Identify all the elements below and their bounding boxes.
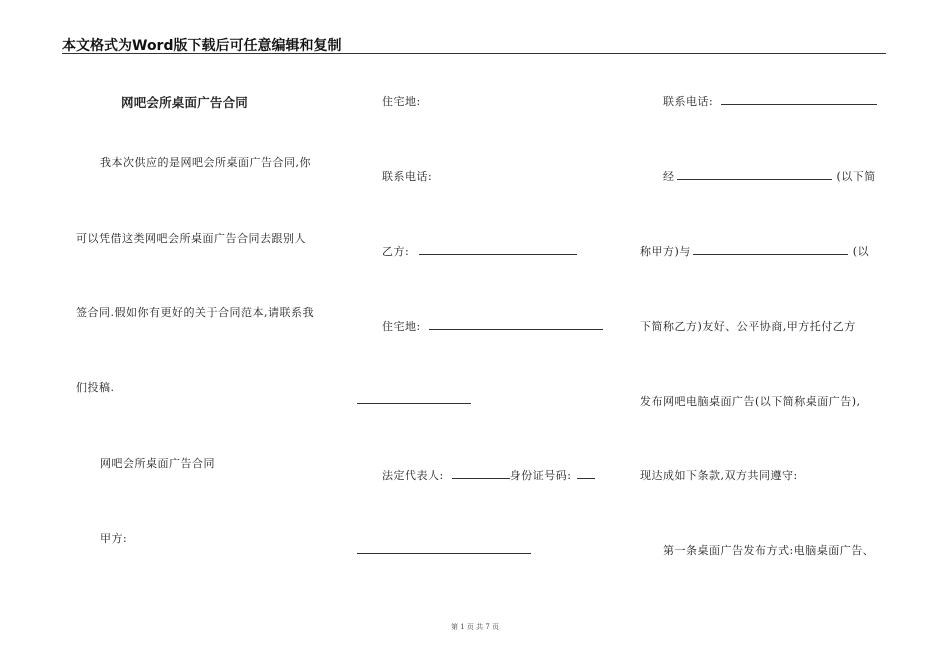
party-b-phone-label: 联系电话: <box>663 95 714 108</box>
clause-article-1: 第一条桌面广告发布方式:电脑桌面广告、 <box>663 544 875 557</box>
intro-line-2: 可以凭借这类网吧会所桌面广告合同去跟别人 <box>76 232 306 245</box>
clause-line-3: 下简称乙方)友好、公平协商,甲方托付乙方 <box>640 320 856 333</box>
party-b-residence-blank <box>429 319 603 330</box>
id-number-label: 身份证号码: <box>509 469 572 482</box>
document-header: 本文格式为Word版下载后可任意编辑和复制 <box>62 38 342 54</box>
legal-rep-blank <box>452 468 510 479</box>
party-b-name-blank <box>693 244 848 255</box>
residence-continuation-line <box>357 403 471 404</box>
party-b-label-text: 乙方: <box>382 245 410 258</box>
clause-line-2-prefix: 称甲方)与 <box>640 245 691 258</box>
id-number-blank <box>577 468 595 479</box>
page-number: 第 1 页 共 7 页 <box>450 623 500 631</box>
clause-line-1-suffix: (以下简 <box>836 170 876 183</box>
header-divider <box>62 53 886 54</box>
clause-line-4: 发布网吧电脑桌面广告(以下简称桌面广告), <box>640 395 861 408</box>
id-continuation-line <box>357 553 531 554</box>
contract-subtitle: 网吧会所桌面广告合同 <box>100 457 215 470</box>
legal-rep-row <box>382 467 595 483</box>
clause-line-2-suffix: (以 <box>852 245 870 258</box>
clause-line-2 <box>640 243 869 259</box>
party-a-residence-label: 住宅地: <box>382 95 421 108</box>
party-b-residence-label <box>382 318 603 334</box>
party-a-name-blank <box>677 169 832 180</box>
clause-line-1 <box>663 168 876 184</box>
party-b-residence-text: 住宅地: <box>382 320 421 333</box>
intro-line-1: 我本次供应的是网吧会所桌面广告合同,你 <box>100 156 311 169</box>
intro-line-4: 们投稿. <box>76 381 115 394</box>
party-a-phone-label: 联系电话: <box>382 170 433 183</box>
intro-line-3: 签合同.假如你有更好的关于合同范本,请联系我 <box>76 306 314 319</box>
party-b-label <box>382 243 577 259</box>
party-a-label: 甲方: <box>100 532 128 545</box>
clause-line-5: 现达成如下条款,双方共同遵守: <box>640 469 798 482</box>
document-title: 网吧会所桌面广告合同 <box>121 95 249 110</box>
clause-line-1-prefix: 经 <box>663 170 675 183</box>
party-b-blank <box>419 244 577 255</box>
legal-rep-label: 法定代表人: <box>382 469 444 482</box>
party-b-phone-blank <box>721 94 877 105</box>
party-b-phone-row <box>663 93 877 109</box>
